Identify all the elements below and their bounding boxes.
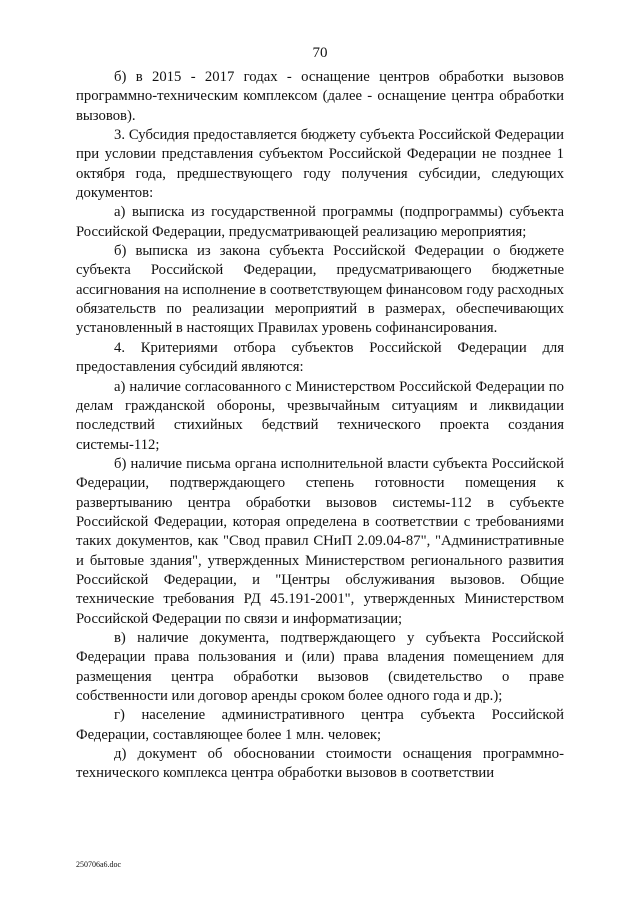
document-body [76,68,564,784]
file-name-footer: 250706a6.doc [76,860,122,869]
paragraph-4: 4. Критериями отбора субъектов Российской Федерации для предоставления субсидий являются: [76,339,564,376]
page-number: 70 [312,45,328,61]
paragraph-4v: в) наличие документа, подтверждающего у субъекта Российской Федерации права пользования и (или) права владения помещением для размещения центра обработки вызовов (свидетельство о праве собственности или договор аренды сроком более одного года и др.); [76,629,564,704]
paragraph-3a: а) выписка из государственной программы (подпрограммы) субъекта Российской Федерации, предусматривающей реализацию мероприятия; [76,204,564,240]
paragraph-4d: д) документ об обосновании стоимости оснащения программно-технического комплекса центра обработки вызовов в соответствии [76,746,564,782]
paragraph-1b: б) в 2015 - 2017 годах - оснащение центров обработки вызовов программно-техническим комплексом (далее - оснащение центра обработки вызовов). [76,69,564,124]
paragraph-4g: г) население административного центра субъекта Российской Федерации, составляющее более 1 млн. человек; [76,707,564,743]
paragraph-3b: б) выписка из закона субъекта Российской Федерации о бюджете субъекта Российской Федерации, предусматривающего бюджетные ассигнования на исполнение в соответствующем финансовом году расходных обязательств по реализации мероприятий в размерах, обеспечивающих установленный в настоящих Правилах уровень софинансирования. [76,243,564,337]
paragraph-3: 3. Субсидия предоставляется бюджету субъекта Российской Федерации при условии представления субъектом Российской Федерации не позднее 1 октября года, предшествующего году получения субсидии, следующих документов: [76,127,564,202]
paragraph-4b: б) наличие письма органа исполнительной власти субъекта Российской Федерации, подтверждающего степень готовности помещения к развертыванию центра обработки вызовов системы-112 в субъекте Российской Федерации, которая определена в соответствии с требованиями таких документов, как "Свод правил СНиП 2.09.04-87", "Административные и бытовые здания", утвержденных Министерством регионального развития Российской Федерации, и "Центры обслуживания вызовов. Общие технические требования РД 45.191-2001", утвержденных Министерством Российской Федерации по связи и информатизации; [76,455,564,627]
paragraph-4a: а) наличие согласованного с Министерством Российской Федерации по делам гражданской обороны, чрезвычайным ситуациям и ликвидации последствий стихийных бедствий технического проекта создания системы-112; [76,378,564,453]
